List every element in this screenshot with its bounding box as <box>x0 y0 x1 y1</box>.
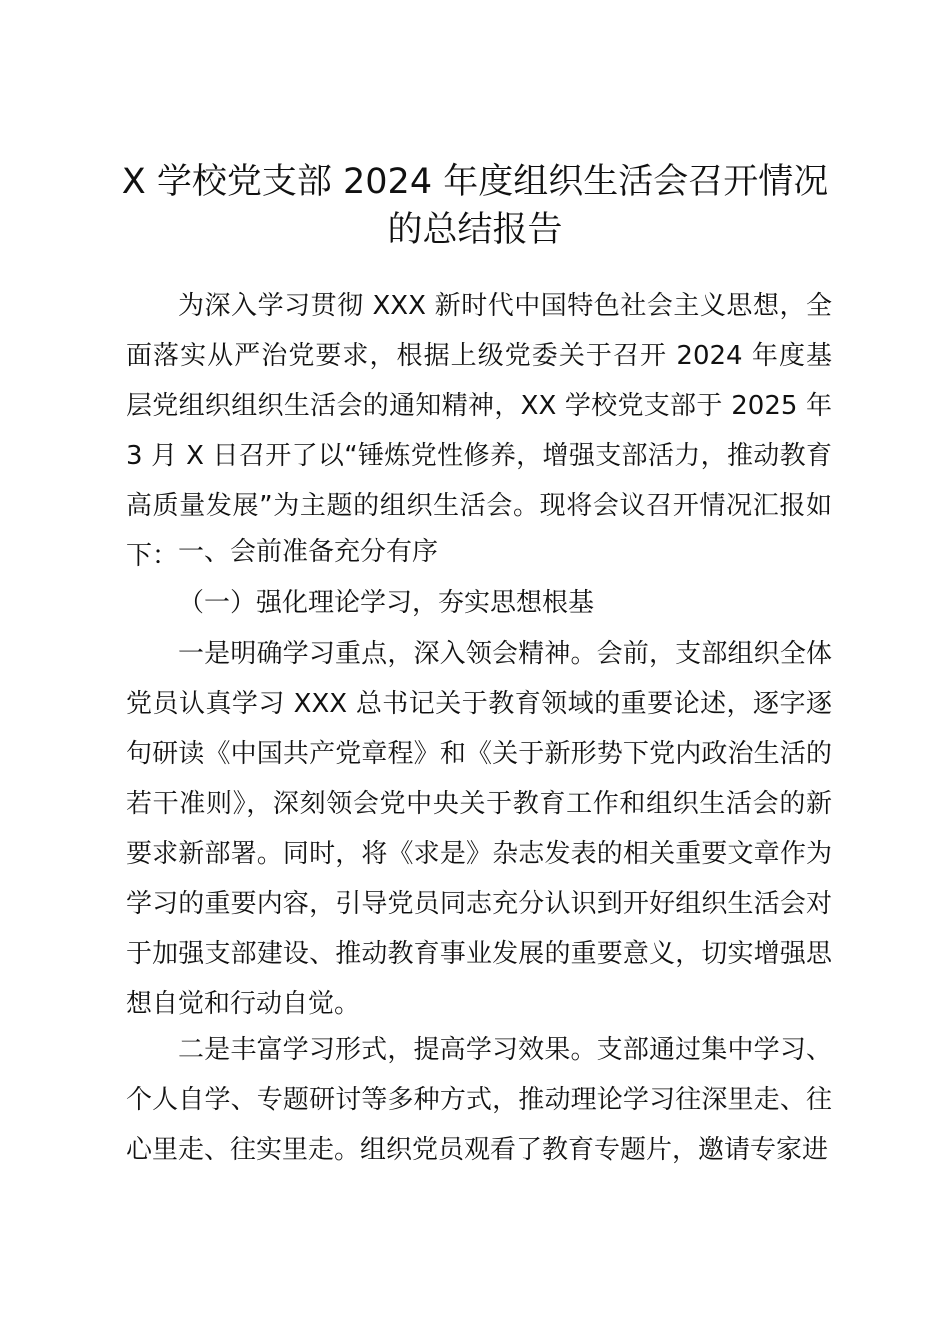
document-title: X 学校党支部 2024 年度组织生活会召开情况的总结报告 <box>121 162 829 250</box>
subsection-heading-1: （一）强化理论学习，夯实思想根基 <box>178 588 595 618</box>
paragraph-intro: 为深入学习贯彻 XXX 新时代中国特色社会主义思想，全面落实从严治党要求，根据上级党委关于召开 2024 年度基层党组织组织生活会的通知精神，XX 学校党支部于 2025 年 3 月 X 日召开了以“锤炼党性修养，增强支部活力，推动教育高质量发展”为主题的组织生活会。现将会议召开情况汇报如下： <box>126 291 832 571</box>
paragraph-point-2: 二是丰富学习形式，提高学习效果。支部通过集中学习、个人自学、专题研讨等多种方式，推动理论学习往深里走、往心里走、往实里走。组织党员观看了教育专题片，邀请专家进 <box>126 1035 832 1165</box>
paragraph-point-1: 一是明确学习重点，深入领会精神。会前，支部组织全体党员认真学习 XXX 总书记关于教育领域的重要论述，逐字逐句研读《中国共产党章程》和《关于新形势下党内政治生活的若干准则》，深刻领会党中央关于教育工作和组织生活会的新要求新部署。同时，将《求是》杂志发表的相关重要文章作为学习的重要内容，引导党员同志充分认识到开好组织生活会对于加强支部建设、推动教育事业发展的重要意义，切实增强思想自觉和行动自觉。 <box>126 639 832 1019</box>
section-heading-1: 一、会前准备充分有序 <box>178 537 439 567</box>
